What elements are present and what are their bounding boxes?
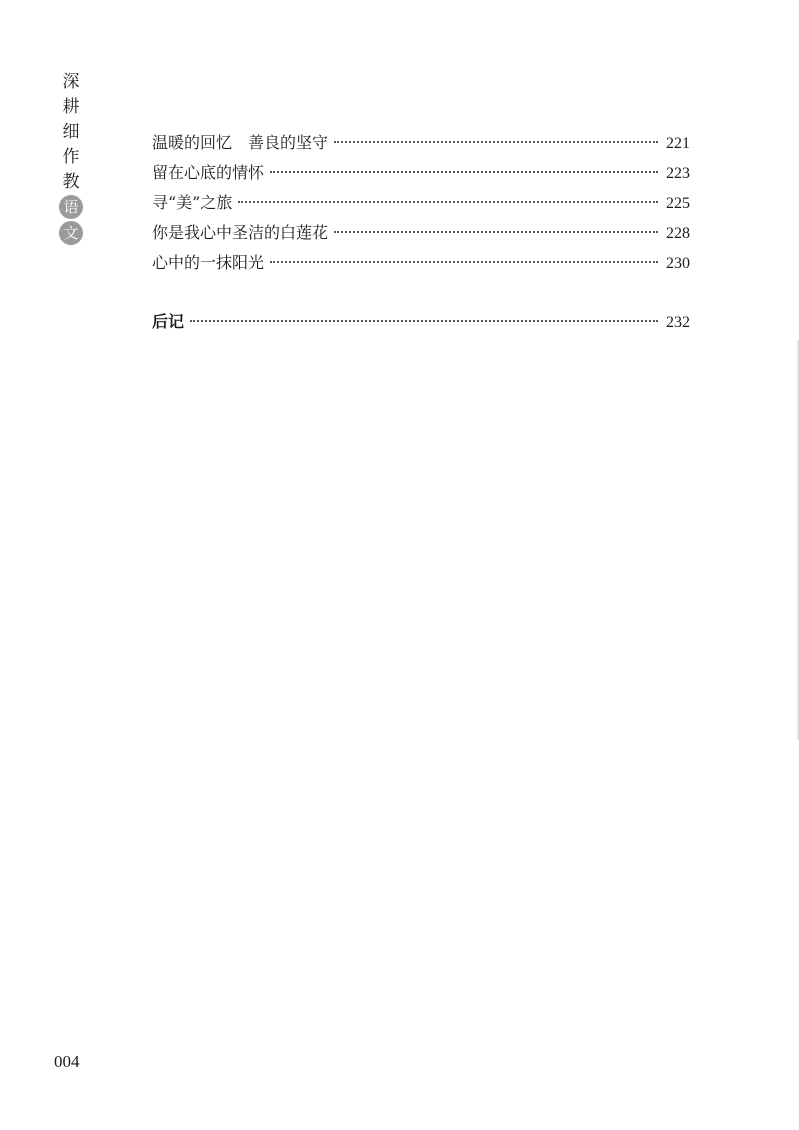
table-of-contents (152, 128, 690, 337)
toc-leader-dots (270, 243, 658, 263)
toc-entry-page: 221 (666, 135, 690, 152)
page-number: 004 (54, 1052, 80, 1071)
book-title-char: 耕 (62, 97, 80, 117)
toc-entry-page: 230 (666, 255, 690, 272)
toc-entry-title: 留在心底的情怀 (152, 163, 265, 182)
book-title-char: 教 (62, 172, 80, 192)
book-title-char: 作 (62, 147, 80, 167)
toc-entry-afterword[interactable] (152, 307, 690, 337)
toc-entry-title: 后记 (152, 312, 185, 331)
book-title-char: 细 (62, 122, 80, 142)
toc-entry-title: 你是我心中圣洁的白莲花 (152, 223, 329, 242)
toc-entry-title: 心中的一抹阳光 (152, 253, 265, 272)
toc-entry-title: 温暖的回忆 善良的坚守 (152, 133, 329, 152)
book-title-circle-char: 语 (59, 195, 83, 219)
toc-entry-page: 232 (666, 314, 690, 331)
toc-entry-page: 225 (666, 195, 690, 212)
toc-leader-dots (334, 123, 658, 143)
toc-leader-dots (270, 153, 658, 173)
toc-entry-title: 寻“美”之旅 (152, 193, 233, 212)
book-title-char: 深 (62, 72, 80, 92)
toc-leader-dots (238, 183, 658, 203)
book-title-circle-char: 文 (59, 221, 83, 245)
toc-leader-dots (334, 213, 658, 233)
toc-entry-page: 223 (666, 165, 690, 182)
toc-entry[interactable] (152, 248, 690, 278)
toc-entry-page: 228 (666, 225, 690, 242)
toc-leader-dots (190, 302, 658, 322)
vertical-book-title (58, 70, 84, 247)
